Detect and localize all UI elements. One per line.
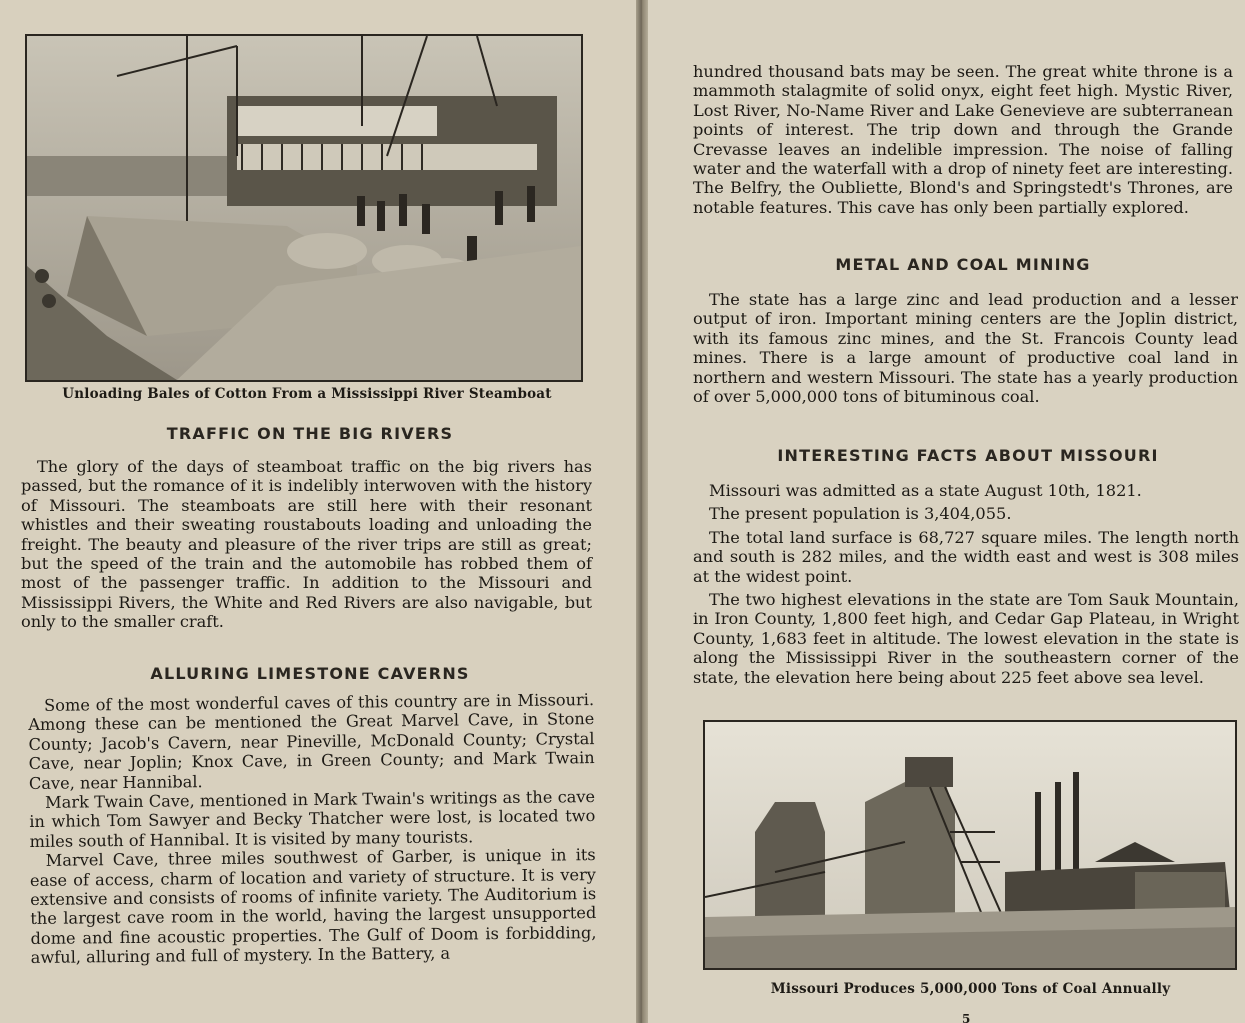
caverns-paragraph-1: Some of the most wonderful caves of this country are in Missouri. Among these can be mentioned the Great Marvel Cave, in Stone County; Jacob's Cavern, near Pineville, McDonald County; Crystal Cave, near Joplin; Knox Cave, in Green County; and Mark Twain Cave, near Hannibal. (28, 690, 595, 793)
steamboat-cotton-photo (25, 34, 583, 382)
mining-body-text (693, 290, 1238, 406)
section-heading-mining: METAL AND COAL MINING (835, 255, 1091, 274)
facts-paragraph-4: The two highest elevations in the state are Tom Sauk Mountain, in Iron County, 1,800 feet high, and Cedar Gap Plateau, in Wright County, 1,683 feet in altitude. The lowest elevation in the state is along the Mississippi River in the southeastern corner of the state, the elevation here being about 225 feet above sea level. (693, 590, 1239, 687)
continuation-paragraph: hundred thousand bats may be seen. The great white throne is a mammoth stalagmite of solid onyx, eight feet high. Mystic River, Lost River, No-Name River and Lake Genevieve are subterranean points of interest. The trip down and through the Grande Crevasse leaves an indelible impression. The noise of falling water and the waterfall with a drop of ninety feet are interesting. The Belfry, the Oubliette, Blond's and Springstedt's Thrones, are notable features. This cave has only been partially explored. (693, 62, 1233, 217)
facts-paragraph-3: The total land surface is 68,727 square miles. The length north and south is 282 miles, and the width east and west is 308 miles at the widest point. (693, 527, 1239, 586)
caverns-paragraph-3: Marvel Cave, three miles southwest of Garber, is unique in its ease of access, charm of location and variety of structure. It is very extensive and consists of rooms of infinite variety. The Auditorium is the largest cave room in the world, having the largest unsupported dome and fine acoustic properties. The Gulf of Doom is forbidding, awful, alluring and full of mystery. In the Battery, a (29, 845, 597, 968)
mining-paragraph-1: The state has a large zinc and lead production and a lesser output of iron. Important mining centers are the Joplin district, with its famous zinc mines, and the St. Francois County lead mines. There is a large amount of productive coal land in northern and western Missouri. The state has a yearly production of over 5,000,000 tons of bituminous coal. (693, 290, 1238, 407)
traffic-paragraph-1: The glory of the days of steamboat traffic on the big rivers has passed, but the romance of it is indelibly interwoven with the history of Missouri. The steamboats are still here with their resonant whistles and their sweating roustabouts loading and unloading the freight. The beauty and pleasure of the river trips are still as great; but the speed of the train and the automobile has robbed them of most of the passenger traffic. In addition to the Missouri and Mississippi Rivers, the White and Red Rivers are also navigable, but only to the smaller craft. (21, 457, 592, 632)
section-heading-traffic: TRAFFIC ON THE BIG RIVERS (166, 424, 454, 443)
section-heading-facts: INTERESTING FACTS ABOUT MISSOURI (777, 446, 1159, 465)
facts-paragraph-1: Missouri was admitted as a state August 10th, 1821. (709, 481, 1142, 500)
book-gutter (636, 0, 648, 1023)
coal-photo-caption: Missouri Produces 5,000,000 Tons of Coal Annually (770, 981, 1171, 997)
facts-body-text (693, 481, 1239, 687)
facts-paragraph-2: The present population is 3,404,055. (709, 504, 1012, 524)
page-number: 5 (962, 1012, 971, 1023)
caverns-paragraph-2: Mark Twain Cave, mentioned in Mark Twain's writings as the cave in which Tom Sawyer and Becky Thatcher were lost, is located two miles south of Hannibal. It is visited by many tourists. (29, 787, 596, 851)
caverns-continuation-text (693, 62, 1233, 217)
traffic-body-text (21, 457, 592, 632)
coal-mine-photo (703, 720, 1237, 970)
section-heading-caverns: ALLURING LIMESTONE CAVERNS (150, 664, 470, 683)
steamboat-photo-caption: Unloading Bales of Cotton From a Mississippi River Steamboat (62, 386, 552, 402)
caverns-body-text (28, 690, 597, 968)
right-page (648, 0, 1245, 1023)
